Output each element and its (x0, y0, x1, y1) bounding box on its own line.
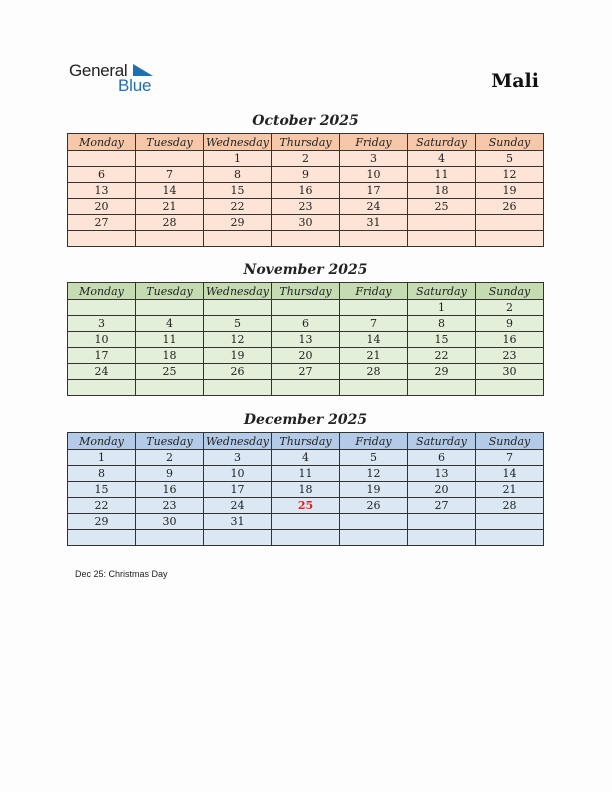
week-row (68, 364, 544, 380)
day-cell: 3 (204, 450, 272, 466)
day-cell: 25 (408, 199, 476, 215)
day-cell (68, 380, 136, 396)
day-cell: 22 (68, 498, 136, 514)
day-cell: 15 (68, 482, 136, 498)
weekday-header-thursday: Thursday (272, 283, 340, 300)
day-cell: 29 (204, 215, 272, 231)
day-cell (340, 514, 408, 530)
day-cell: 3 (340, 151, 408, 167)
day-cell: 15 (204, 183, 272, 199)
day-cell: 17 (68, 348, 136, 364)
month-title-october: October 2025 (252, 113, 359, 129)
week-row (68, 380, 544, 396)
day-cell (272, 231, 340, 247)
day-cell (408, 530, 476, 546)
week-row (68, 183, 544, 199)
week-row (68, 466, 544, 482)
day-cell: 7 (476, 450, 544, 466)
day-cell (136, 151, 204, 167)
weekday-header-thursday: Thursday (272, 433, 340, 450)
country-title: Mali (491, 70, 539, 92)
day-cell: 8 (408, 316, 476, 332)
day-cell (68, 151, 136, 167)
day-cell: 15 (408, 332, 476, 348)
day-cell: 5 (340, 450, 408, 466)
weekday-header-thursday: Thursday (272, 134, 340, 151)
day-cell: 6 (408, 450, 476, 466)
weekday-header-wednesday: Wednesday (204, 134, 272, 151)
week-row (68, 167, 544, 183)
day-cell: 18 (272, 482, 340, 498)
day-cell: 10 (204, 466, 272, 482)
day-cell: 11 (272, 466, 340, 482)
day-cell: 11 (136, 332, 204, 348)
month-title-november: November 2025 (243, 262, 368, 278)
day-cell: 21 (340, 348, 408, 364)
day-cell (272, 514, 340, 530)
day-cell (476, 380, 544, 396)
day-cell (204, 380, 272, 396)
day-cell (136, 380, 204, 396)
weekday-header-row (68, 283, 544, 300)
day-cell (340, 300, 408, 316)
day-cell: 14 (340, 332, 408, 348)
day-cell (68, 231, 136, 247)
day-cell: 18 (136, 348, 204, 364)
weekday-header-tuesday: Tuesday (136, 134, 204, 151)
day-cell: 26 (340, 498, 408, 514)
day-cell (204, 530, 272, 546)
day-cell: 12 (204, 332, 272, 348)
day-cell: 8 (204, 167, 272, 183)
weekday-header-row (68, 433, 544, 450)
week-row (68, 450, 544, 466)
weekday-header-friday: Friday (340, 283, 408, 300)
day-cell (340, 380, 408, 396)
day-cell (408, 514, 476, 530)
day-cell: 31 (340, 215, 408, 231)
day-cell: 27 (272, 364, 340, 380)
day-cell: 12 (476, 167, 544, 183)
day-cell: 22 (408, 348, 476, 364)
day-cell: 17 (204, 482, 272, 498)
weekday-header-sunday: Sunday (476, 283, 544, 300)
day-cell: 19 (476, 183, 544, 199)
weekday-header-wednesday: Wednesday (204, 283, 272, 300)
day-cell: 11 (408, 167, 476, 183)
day-cell: 19 (204, 348, 272, 364)
day-cell: 9 (136, 466, 204, 482)
day-cell: 21 (476, 482, 544, 498)
month-title-december: December 2025 (243, 412, 368, 428)
day-cell: 19 (340, 482, 408, 498)
day-cell: 14 (476, 466, 544, 482)
day-cell: 16 (476, 332, 544, 348)
weekday-header-monday: Monday (68, 134, 136, 151)
week-row (68, 514, 544, 530)
day-cell (340, 231, 408, 247)
week-row (68, 215, 544, 231)
day-cell: 27 (68, 215, 136, 231)
day-cell: 7 (136, 167, 204, 183)
week-row (68, 332, 544, 348)
day-cell: 10 (68, 332, 136, 348)
day-cell: 30 (136, 514, 204, 530)
week-row (68, 231, 544, 247)
day-cell (476, 231, 544, 247)
day-cell (272, 530, 340, 546)
week-row (68, 151, 544, 167)
day-cell: 16 (272, 183, 340, 199)
day-cell: 29 (408, 364, 476, 380)
day-cell: 28 (340, 364, 408, 380)
day-cell: 30 (476, 364, 544, 380)
day-cell (408, 380, 476, 396)
day-cell (476, 530, 544, 546)
day-cell: 4 (136, 316, 204, 332)
week-row (68, 482, 544, 498)
calendar-december (67, 432, 544, 546)
day-cell: 5 (476, 151, 544, 167)
day-cell: 17 (340, 183, 408, 199)
day-cell: 21 (136, 199, 204, 215)
day-cell (408, 215, 476, 231)
day-cell: 25 (136, 364, 204, 380)
day-cell (204, 300, 272, 316)
day-cell: 27 (408, 498, 476, 514)
day-cell (408, 231, 476, 247)
day-cell (68, 300, 136, 316)
day-cell: 5 (204, 316, 272, 332)
day-cell: 13 (408, 466, 476, 482)
day-cell: 24 (68, 364, 136, 380)
day-cell: 29 (68, 514, 136, 530)
logo-text-general: General (69, 61, 128, 80)
weekday-header-sunday: Sunday (476, 134, 544, 151)
day-cell (136, 300, 204, 316)
week-row (68, 530, 544, 546)
day-cell: 31 (204, 514, 272, 530)
day-cell: 16 (136, 482, 204, 498)
day-cell: 23 (476, 348, 544, 364)
weekday-header-monday: Monday (68, 283, 136, 300)
calendar-october (67, 133, 544, 247)
weekday-header-tuesday: Tuesday (136, 283, 204, 300)
day-cell: 6 (272, 316, 340, 332)
day-cell: 13 (68, 183, 136, 199)
day-cell: 20 (68, 199, 136, 215)
day-cell: 2 (272, 151, 340, 167)
day-cell: 4 (272, 450, 340, 466)
week-row (68, 348, 544, 364)
day-cell (272, 300, 340, 316)
logo-text-blue: Blue (118, 76, 152, 95)
day-cell (136, 231, 204, 247)
holiday-day-cell: 25 (272, 498, 340, 514)
weekday-header-friday: Friday (340, 134, 408, 151)
day-cell: 20 (272, 348, 340, 364)
day-cell (68, 530, 136, 546)
day-cell (136, 530, 204, 546)
weekday-header-tuesday: Tuesday (136, 433, 204, 450)
day-cell: 28 (476, 498, 544, 514)
day-cell: 26 (204, 364, 272, 380)
weekday-header-row (68, 134, 544, 151)
day-cell: 14 (136, 183, 204, 199)
day-cell: 23 (272, 199, 340, 215)
day-cell (476, 514, 544, 530)
day-cell: 26 (476, 199, 544, 215)
day-cell: 2 (476, 300, 544, 316)
day-cell: 23 (136, 498, 204, 514)
generalblue-logo (69, 61, 159, 95)
day-cell (204, 231, 272, 247)
day-cell: 8 (68, 466, 136, 482)
weekday-header-saturday: Saturday (408, 134, 476, 151)
day-cell: 6 (68, 167, 136, 183)
day-cell: 9 (476, 316, 544, 332)
day-cell: 18 (408, 183, 476, 199)
weekday-header-friday: Friday (340, 433, 408, 450)
day-cell: 13 (272, 332, 340, 348)
week-row (68, 316, 544, 332)
week-row (68, 199, 544, 215)
day-cell: 24 (340, 199, 408, 215)
day-cell: 20 (408, 482, 476, 498)
day-cell: 9 (272, 167, 340, 183)
day-cell: 7 (340, 316, 408, 332)
weekday-header-sunday: Sunday (476, 433, 544, 450)
day-cell: 10 (340, 167, 408, 183)
day-cell: 24 (204, 498, 272, 514)
day-cell (340, 530, 408, 546)
weekday-header-wednesday: Wednesday (204, 433, 272, 450)
day-cell: 28 (136, 215, 204, 231)
holiday-note: Dec 25: Christmas Day (75, 569, 168, 579)
day-cell: 1 (68, 450, 136, 466)
week-row (68, 498, 544, 514)
day-cell: 4 (408, 151, 476, 167)
day-cell (476, 215, 544, 231)
day-cell: 1 (408, 300, 476, 316)
day-cell: 2 (136, 450, 204, 466)
calendar-november (67, 282, 544, 396)
day-cell: 1 (204, 151, 272, 167)
weekday-header-monday: Monday (68, 433, 136, 450)
day-cell: 30 (272, 215, 340, 231)
day-cell (272, 380, 340, 396)
weekday-header-saturday: Saturday (408, 433, 476, 450)
day-cell: 12 (340, 466, 408, 482)
weekday-header-saturday: Saturday (408, 283, 476, 300)
day-cell: 22 (204, 199, 272, 215)
week-row (68, 300, 544, 316)
day-cell: 3 (68, 316, 136, 332)
